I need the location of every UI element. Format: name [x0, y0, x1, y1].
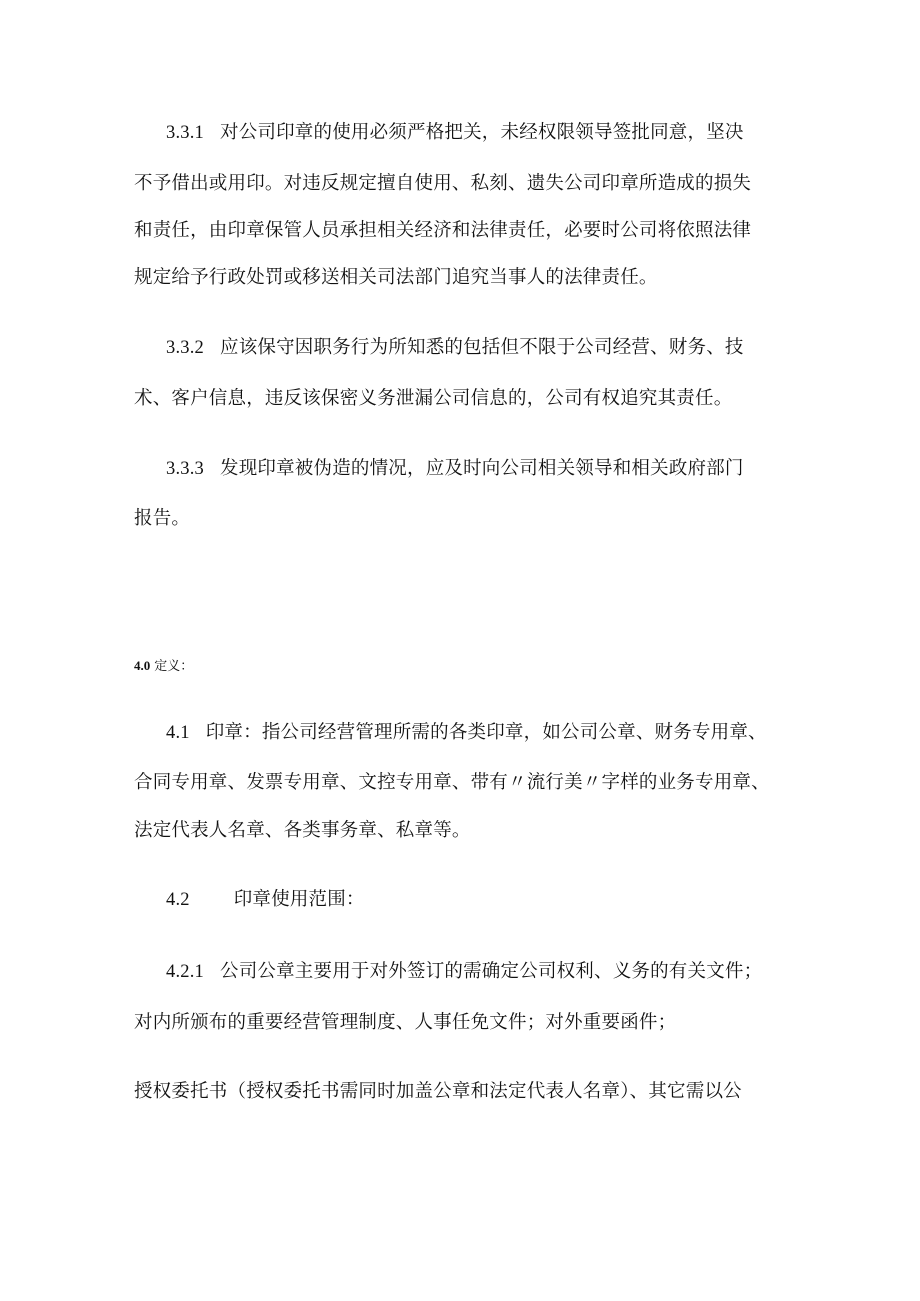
section-number: 4.1: [166, 723, 190, 743]
section-number: 3.3.1: [166, 123, 204, 143]
paragraph-4-2: [166, 886, 816, 914]
paragraph-text: 印章使用范围：: [233, 889, 365, 910]
paragraph-4-1-line-3: 法定代表人名章、各类事务章、私章等。: [134, 820, 471, 841]
paragraph-text: 发现印章被伪造的情况，应及时向公司相关领导和相关政府部门: [220, 458, 744, 479]
paragraph-3-3-2-line-1: [166, 334, 816, 362]
paragraph-3-3-2-line-2: 术、客户信息，违反该保密义务泄漏公司信息的，公司有权追究其责任。: [134, 388, 733, 409]
section-number: 4.2.1: [166, 962, 204, 982]
paragraph-4-2-1-line-2: 对内所颁布的重要经营管理制度、人事任免文件；对外重要函件；: [134, 1012, 677, 1033]
paragraph-text: 公司公章主要用于对外签订的需确定公司权利、义务的有关文件；: [220, 961, 763, 982]
paragraph-3-3-3-line-1: [166, 455, 816, 483]
section-number: 4.0: [134, 658, 151, 673]
section-heading-label: 定义：: [154, 659, 194, 674]
paragraph-3-3-3-line-2: 报告。: [134, 508, 191, 529]
paragraph-text: 应该保守因职务行为所知悉的包括但不限于公司经营、财务、技: [220, 337, 744, 358]
section-number: 4.2: [166, 890, 190, 910]
paragraph-4-1-line-1: [166, 719, 816, 747]
section-heading-4-0: [134, 656, 193, 677]
paragraph-4-1-line-2: 合同专用章、发票专用章、文控专用章、带有〃流行美〃字样的业务专用章、: [134, 772, 770, 793]
paragraph-3-3-1-line-4: 规定给予行政处罚或移送相关司法部门追究当事人的法律责任。: [134, 267, 658, 288]
paragraph-4-2-1-line-3: 授权委托书（授权委托书需同时加盖公章和法定代表人名章）、其它需以公: [134, 1081, 742, 1102]
paragraph-4-2-1-line-1: [166, 958, 816, 986]
section-number: 3.3.2: [166, 338, 204, 358]
paragraph-3-3-1-line-1: [166, 119, 816, 147]
paragraph-text: 印章：指公司经营管理所需的各类印章，如公司公章、财务专用章、: [205, 722, 767, 743]
paragraph-3-3-1-line-3: 和责任，由印章保管人员承担相关经济和法律责任，必要时公司将依照法律: [134, 220, 752, 241]
paragraph-3-3-1-line-2: 不予借出或用印。对违反规定擅自使用、私刻、遗失公司印章所造成的损失: [134, 173, 752, 194]
section-number: 3.3.3: [166, 459, 204, 479]
paragraph-text: 对公司印章的使用必须严格把关，未经权限领导签批同意，坚决: [220, 122, 744, 143]
